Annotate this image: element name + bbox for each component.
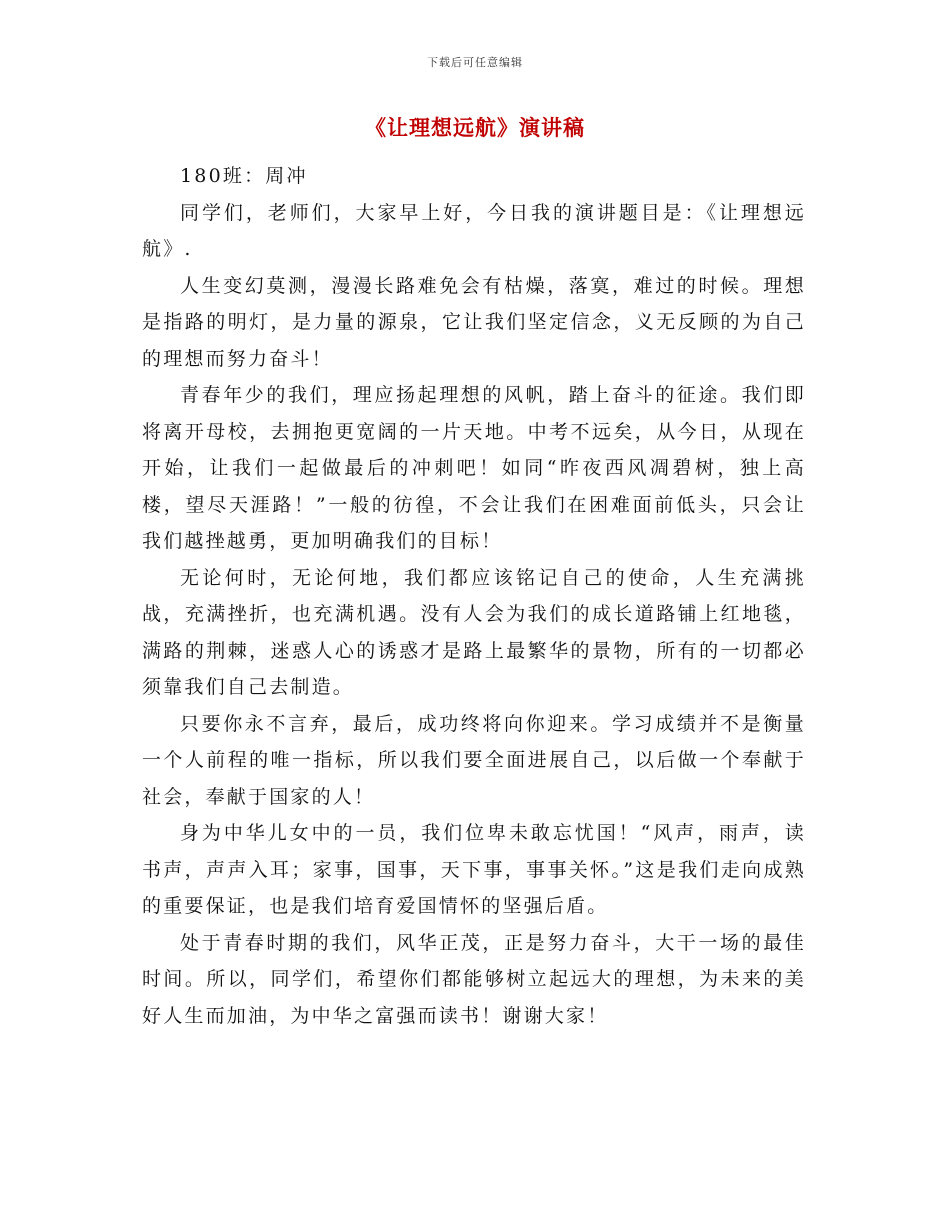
paragraph-2: 人生变幻莫测，漫漫长路难免会有枯燥，落寞，难过的时候。理想是指路的明灯，是力量的源泉，它让我们坚定信念，义无反顾的为自己的理想而努力奋斗！ — [142, 274, 806, 370]
paragraph-6: 身为中华儿女中的一员，我们位卑未敢忘忧国！“风声，雨声，读书声，声声入耳；家事，国事，天下事，事事关怀。”这是我们走向成熟的重要保证，也是我们培育爱国情怀的坚强后盾。 — [142, 822, 806, 917]
paragraph-1: 同学们，老师们，大家早上好，今日我的演讲题目是：《让理想远航》. — [142, 201, 806, 260]
paragraph-4: 无论何时，无论何地，我们都应该铭记自己的使命，人生充满挑战，充满挫折，也充满机遇。没有人会为我们的成长道路铺上红地毯，满路的荆棘，迷惑人心的诱惑才是路上最繁华的景物，所有的一切都必须靠我们自己去制造。 — [142, 566, 806, 698]
paragraph-7: 处于青春时期的我们，风华正茂，正是努力奋斗，大干一场的最佳时间。所以，同学们，希望你们都能够树立起远大的理想，为未来的美好人生而加油，为中华之富强而读书！谢谢大家！ — [142, 931, 806, 1027]
document-body — [142, 158, 806, 1034]
paragraph-5: 只要你永不言弃，最后，成功终将向你迎来。学习成绩并不是衡量一个人前程的唯一指标，所以我们要全面进展自己，以后做一个奉献于社会，奉献于国家的人！ — [142, 712, 806, 808]
author-line: 180班：周冲 — [180, 165, 308, 187]
header-note: 下载后可任意编辑 — [427, 56, 523, 69]
paragraph-3: 青春年少的我们，理应扬起理想的风帆，踏上奋斗的征途。我们即将离开母校，去拥抱更宽阔的一片天地。中考不远矣，从今日，从现在开始，让我们一起做最后的冲刺吧！如同“昨夜西风凋碧树，独上高楼，望尽天涯路！”一般的彷徨，不会让我们在困难面前低头，只会让我们越挫越勇，更加明确我们的目标！ — [142, 384, 806, 552]
document-title: 《让理想远航》演讲稿 — [365, 115, 585, 140]
